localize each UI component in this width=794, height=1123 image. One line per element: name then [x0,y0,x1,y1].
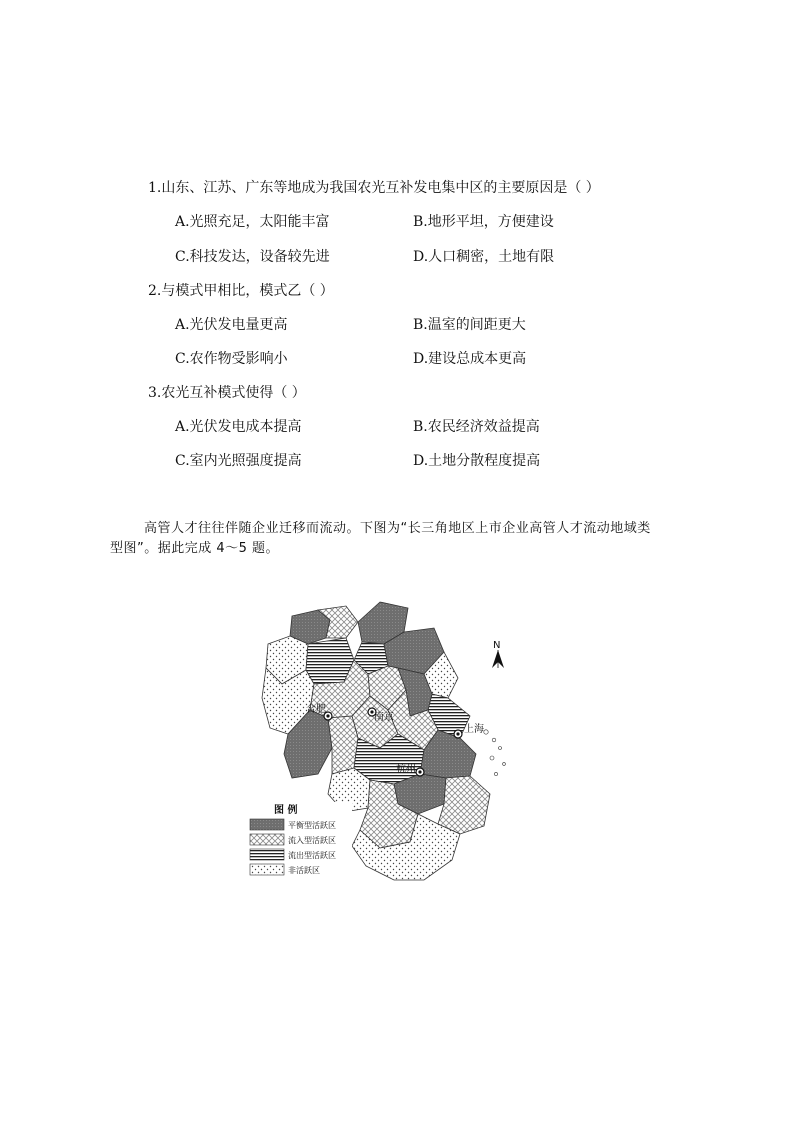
question-2-option-c: C.农作物受影响小 [175,351,288,367]
region-southwest-2 [328,716,358,774]
question-2-option-a: A.光伏发电量更高 [175,317,288,333]
yangtze-delta-talent-flow-map [248,598,520,884]
question-2-option-d: D.建设总成本更高 [413,351,527,367]
city-label-hefei: 合肥 [306,704,326,715]
question-1-option-b: B.地形平坦，方便建设 [413,214,554,230]
question-1-option-a: A.光照充足，太阳能丰富 [175,214,330,230]
legend-swatch-balanced [250,819,284,830]
question-3-stem: 3.农光互补模式使得（ ） [148,385,306,401]
legend-title: 图 例 [274,805,298,816]
question-1-option-c: C.科技发达，设备较先进 [175,249,330,265]
region-south-6 [438,776,490,834]
city-label-nanjing: 南京 [374,712,394,723]
passage [110,519,696,559]
passage-line-1: 高管人才往往伴随企业迁移而流动。下图为“长三角地区上市企业高管人才流动地域类 [144,521,651,536]
question-3-option-b: B.农民经济效益提高 [413,419,540,435]
offshore-islands [484,730,506,776]
legend-swatch-inflow [250,834,284,845]
question-3-option-c: C.室内光照强度提高 [175,453,302,469]
question-2-stem: 2.与模式甲相比，模式乙（ ） [148,283,334,299]
question-1-stem: 1.山东、江苏、广东等地成为我国农光互补发电集中区的主要原因是（ ） [148,180,600,196]
north-label: N [493,640,501,651]
legend-swatch-outflow [250,849,284,860]
legend-label-balanced: 平衡型活跃区 [288,821,336,830]
question-2-option-b: B.温室的间距更大 [413,317,526,333]
passage-line-2: 型图”。据此完成 4～5 题。 [110,541,280,556]
question-3-option-a: A.光伏发电成本提高 [175,419,302,435]
legend-label-inflow: 流入型活跃区 [288,836,336,845]
city-label-hangzhou: 杭州 [396,764,416,775]
question-3-option-d: D.土地分散程度提高 [413,453,541,469]
map-legend [248,802,352,884]
question-1-option-d: D.人口稠密，土地有限 [413,249,555,265]
city-label-shanghai: 上海 [464,724,484,735]
legend-label-inactive: 非活跃区 [288,866,320,875]
legend-swatch-inactive [250,864,284,875]
north-arrow-icon [492,650,504,668]
legend-label-outflow: 流出型活跃区 [288,851,336,860]
